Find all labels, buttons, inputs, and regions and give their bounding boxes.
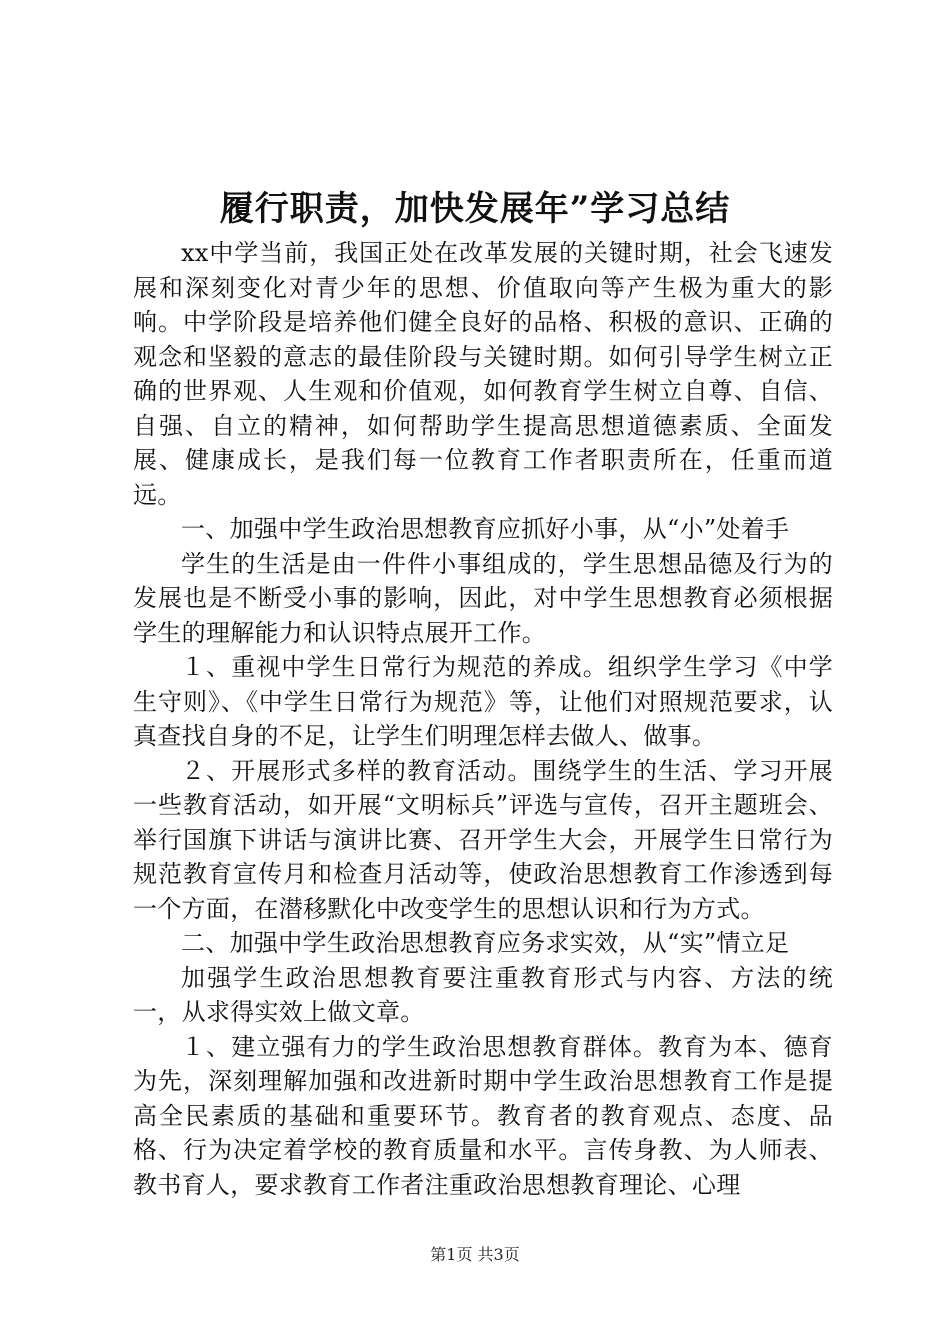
paragraph: 学生的生活是由一件件小事组成的，学生思想品德及行为的发展也是不断受小事的影响，因此，对中学生思想教育必须根据学生的理解能力和认识特点展开工作。 [133,549,833,647]
section-heading-2: 二、加强中学生政治思想教育应务求实效，从“实”情立足 [181,929,790,957]
paragraph-intro: xx中学当前，我国正处在改革发展的关键时期，社会飞速发展和深刻变化对青少年的思想、价值取向等产生极为重大的影响。中学阶段是培养他们健全良好的品格、积极的意识、正确的观念和坚毅的意志的最佳阶段与关键时期。如何引导学生树立正确的世界观、人生观和价值观，如何教育学生树立自尊、自信、自强、自立的精神，如何帮助学生提高思想道德素质、全面发展、健康成长，是我们每一位教育工作者职责所在，任重而道远。 [133,239,833,509]
document-title: 履行职责，加快发展年”学习总结 [219,189,731,229]
paragraph: ２、开展形式多样的教育活动。围绕学生的生活、学习开展一些教育活动，如开展“文明标兵”评选与宣传，召开主题班会、举行国旗下讲话与演讲比赛、召开学生大会，开展学生日常行为规范教育宣传月和检查月活动等，使政治思想教育工作渗透到每一个方面，在潜移默化中改变学生的思想认识和行为方式。 [133,756,833,923]
paragraph: １、重视中学生日常行为规范的养成。组织学生学习《中学生守则》、《中学生日常行为规范》等，让他们对照规范要求，认真查找自身的不足，让学生们明理怎样去做人、做事。 [133,653,833,750]
paragraph: １、建立强有力的学生政治思想教育群体。教育为本、德育为先，深刻理解加强和改进新时期中学生政治思想教育工作是提高全民素质的基础和重要环节。教育者的教育观点、态度、品格、行为决定着学校的教育质量和水平。言传身教、为人师表、教书育人，要求教育工作者注重政治思想教育理论、心理 [133,1032,833,1199]
section-heading-1: 一、加强中学生政治思想教育应抓好小事，从“小”处着手 [181,515,790,543]
paragraph: 加强学生政治思想教育要注重教育形式与内容、方法的统一，从求得实效上做文章。 [133,963,833,1026]
document-body [133,236,833,1202]
page-number-footer: 第1页 共3页 [430,1245,520,1264]
